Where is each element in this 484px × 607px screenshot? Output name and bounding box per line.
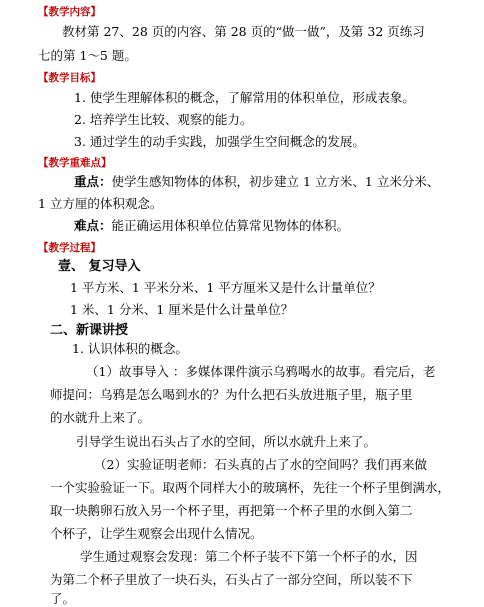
key-point-line: 1 立方厘的体积观念。 bbox=[38, 196, 163, 211]
content-tag: 【教学内容】 bbox=[38, 6, 101, 18]
difficulty-text: 能正确运用体积单位估算常见物体的体积。 bbox=[111, 218, 350, 233]
key-label: 重点： bbox=[74, 174, 112, 189]
paragraph-line: （1）故事导入 ：多媒体课件演示乌鸦喝水的故事。看完后，老 bbox=[86, 364, 436, 379]
paragraph-line: （2）实验证明老师：石头真的占了水的空间吗？我们再来做 bbox=[94, 457, 427, 472]
keypoints-tag: 【教学重难点】 bbox=[38, 157, 112, 169]
paragraph-line: 引导学生说出石头占了水的空间，所以水就升上来了。 bbox=[76, 434, 377, 449]
paragraph-line: 的水就升上来了。 bbox=[50, 410, 151, 425]
goals-tag: 【教学目标】 bbox=[38, 72, 101, 84]
part1-heading: 壹、 复习导入 bbox=[58, 259, 141, 274]
key-point-line bbox=[74, 174, 439, 190]
goal-item: 3. 通过学生的动手实践，加强学生空间概念的发展。 bbox=[74, 134, 365, 149]
review-question: 1 米、1 分米、1 厘米是什么计量单位？ bbox=[70, 302, 294, 317]
paragraph-line: 师提问：乌鸦是怎么喝到水的？为什么把石头放进瓶子里，瓶子里 bbox=[50, 387, 413, 402]
difficulty-label: 难点： bbox=[74, 218, 112, 233]
content-line: 七的第 1～5 题。 bbox=[38, 48, 137, 63]
process-tag: 【教学过程】 bbox=[38, 242, 101, 254]
item-heading: 1. 认识体积的概念。 bbox=[72, 341, 188, 356]
goal-item: 2. 培养学生比较、观察的能力。 bbox=[74, 112, 253, 127]
key-text: 使学生感知物体的体积，初步建立 1 立方米、1 立米分米、 bbox=[111, 174, 440, 189]
paragraph-line: 学生通过观察会发现：第二个杯子装不下第一个杯子的水，因 bbox=[80, 549, 418, 564]
part2-heading: 二、新课讲授 bbox=[50, 323, 129, 338]
paragraph-line: 个杯子，让学生观察会出现什么情况。 bbox=[50, 526, 263, 541]
paragraph-line: 取一块鹅卵石放入另一个杯子里，再把第一个杯子里的水倒入第二 bbox=[50, 503, 413, 518]
difficulty-line bbox=[74, 218, 349, 234]
goal-item: 1. 使学生理解体积的概念，了解常用的体积单位，形成表象。 bbox=[74, 90, 415, 105]
content-line: 教材第 27、28 页的内容、第 28 页的“做一做”，及第 32 页练习 bbox=[62, 24, 425, 39]
review-question: 1 平方米、1 平米分米、1 平方厘米又是什么计量单位？ bbox=[70, 280, 381, 295]
paragraph-line: 了。 bbox=[50, 591, 76, 606]
paragraph-line: 为第二个杯子里放了一块石头，石头占了一部分空间，所以装不下 bbox=[50, 572, 413, 587]
paragraph-line: 一个实验验证一下。取两个同样大小的玻璃杯，先往一个杯子里倒满水， bbox=[50, 480, 451, 495]
